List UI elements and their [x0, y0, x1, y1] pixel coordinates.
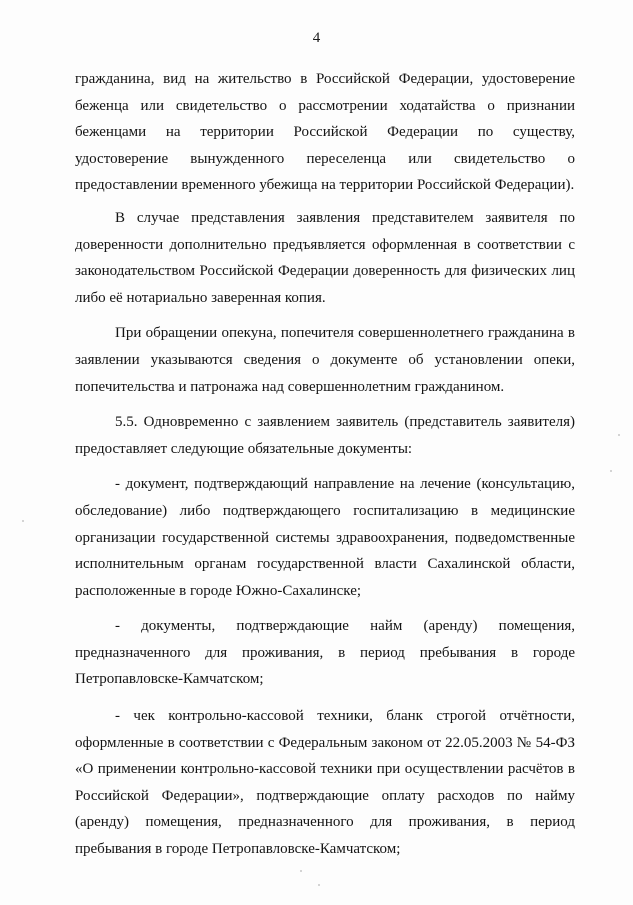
page-number: 4	[312, 30, 321, 46]
text-line: беженца или свидетельство о рассмотрении ходатайства о признании	[75, 97, 575, 114]
list-item-referral-document: - документ, подтверждающий направление на лечение (консультацию, обследование) либо подтверждающего госпитализацию в медицинские организации государственной системы здравоохранения, подведомственные исполнительным органам государственной власти Сахалинской области, расположенные в городе Южно-Сахалинске;	[75, 476, 575, 599]
text-line: беженцами на территории Российской Федерации по существу,	[75, 124, 575, 141]
text-line: удостоверение вынужденного переселенца или свидетельство о	[75, 150, 575, 167]
scan-speck	[22, 520, 24, 522]
paragraph-continuation	[75, 66, 575, 199]
list-item-rent-documents: - документы, подтверждающие найм (аренду) помещения, предназначенного для проживания, в период пребывания в городе Петропавловске-Камчатском;	[75, 618, 575, 688]
scan-speck	[610, 470, 612, 472]
text-line: гражданина, вид на жительство в Российской Федерации, удостоверение	[75, 71, 575, 87]
paragraph-section-5-5: 5.5. Одновременно с заявлением заявитель (представитель заявителя) предоставляет следующие обязательные документы:	[75, 414, 575, 457]
document-body	[75, 66, 575, 863]
scan-speck	[318, 884, 320, 886]
scan-speck	[618, 434, 620, 436]
paragraph-representative: В случае представления заявления представителем заявителя по доверенности дополнительно предъявляется оформленная в соответствии с законодательством Российской Федерации доверенность для физических лиц либо её нотариально заверенная копия.	[75, 209, 575, 306]
paragraph-guardian: При обращении опекуна, попечителя совершеннолетнего гражданина в заявлении указываются сведения о документе об установлении опеки, попечительства и патронажа над совершеннолетним гражданином.	[75, 325, 575, 395]
list-item-cash-receipt: - чек контрольно-кассовой техники, бланк строгой отчётности, оформленные в соответствии с Федеральным законом от 22.05.2003 № 54-ФЗ «О применении контрольно-кассовой техники при осуществлении расчётов в Российской Федерации», подтверждающие оплату расходов по найму (аренду) помещения, предназначенного для проживания, в период пребывания в городе Петропавловске-Камчатском;	[75, 708, 575, 858]
text-line: предоставлении временного убежища на территории Российской Федерации).	[75, 177, 575, 194]
scan-speck	[300, 870, 302, 872]
